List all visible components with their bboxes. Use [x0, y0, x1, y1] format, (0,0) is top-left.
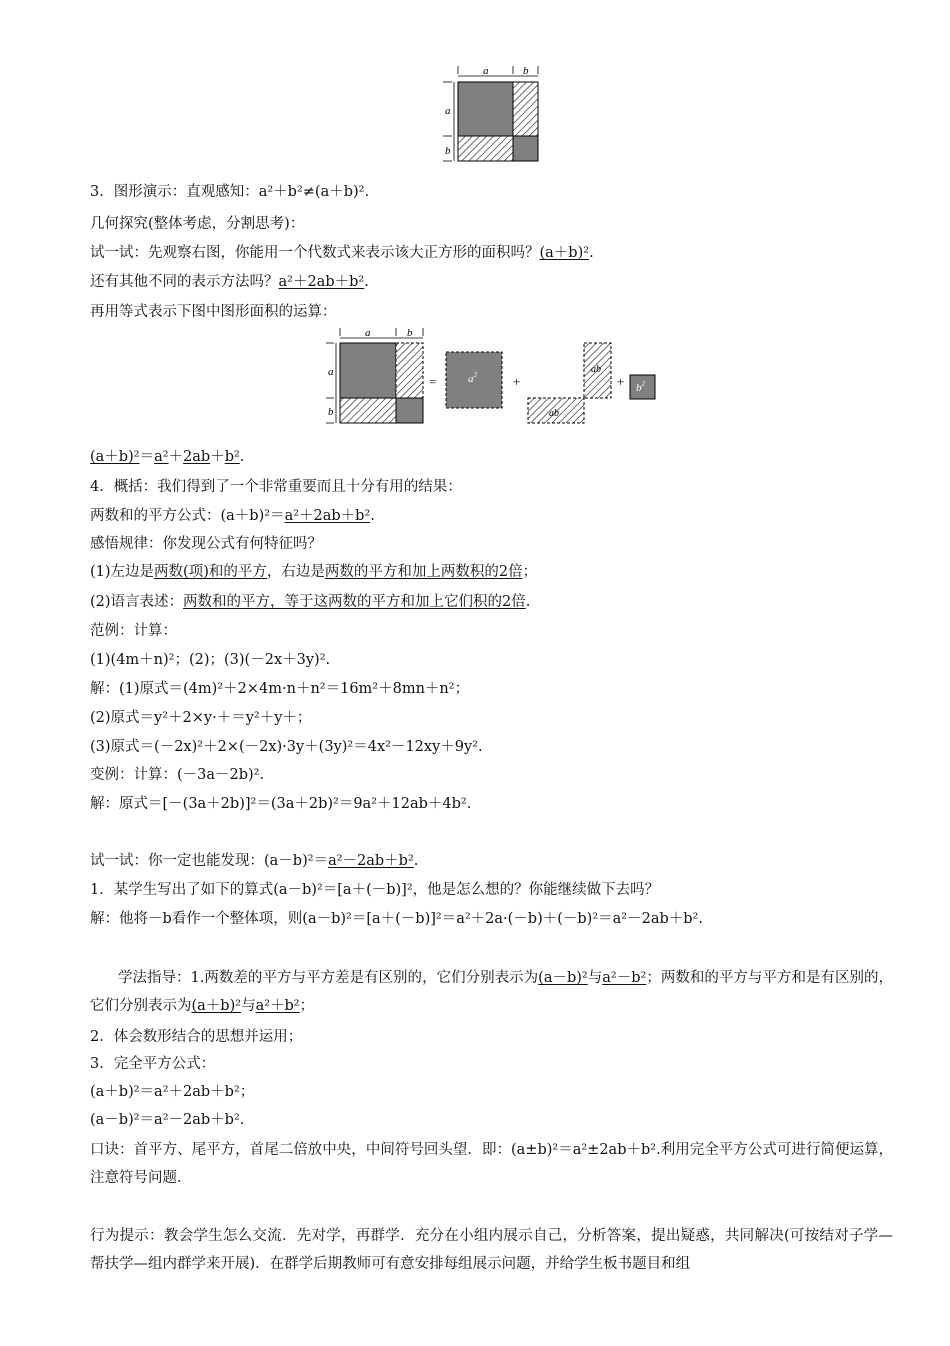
geometry-inquiry-line: 几何探究(整体考虑，分割思考)： — [90, 216, 305, 232]
text: . — [589, 245, 594, 261]
solution-2-line: (2)原式＝y²＋2×y·＋＝y²＋y＋； — [90, 710, 312, 726]
example-title-line: 范例：计算： — [90, 623, 177, 639]
fig2-equals: = — [429, 374, 437, 389]
text: ； — [299, 998, 315, 1014]
text: 试一试：你一定也能发现：(a－b)²＝ — [90, 853, 329, 869]
text: ，右边是 — [266, 564, 325, 580]
fig1-label-a-left: a — [445, 105, 451, 117]
figure-demo-line: 3．图形演示：直观感知：a²＋b²≠(a＋b)². — [90, 184, 370, 200]
answer: a²－2ab＋b² — [328, 853, 414, 869]
area-decomposition-diagram — [320, 322, 665, 428]
solution-1-line: 解：(1)原式＝(4m)²＋2×4m·n＋n²＝16m²＋8mn＋n²； — [90, 681, 470, 697]
study-guide-paragraph — [90, 964, 893, 1020]
mnemonic-paragraph: 口诀：首平方、尾平方，首尾二倍放中央，中间符号回头望．即：(a±b)²＝a²±2ab＋b².利用完全平方公式可进行简便运算，注意符号问题． — [90, 1142, 893, 1186]
text: ＝ — [139, 449, 155, 465]
answer: 2ab — [183, 449, 211, 465]
text: . — [364, 274, 369, 290]
behavior-tip-paragraph: 行为提示：教会学生怎么交流．先对学，再群学．充分在小组内展示自己，分析答案，提出疑惑，共同解决(可按结对子学—帮扶学—组内群学来开展)．在群学后期教师可有意安排每组展示问题，并给学生板书题目和组 — [90, 1228, 893, 1272]
example-problems-line: (1)(4m＋n)²；(2)；(3)(－2x＋3y)². — [90, 652, 331, 668]
answer: (a＋b)² — [539, 245, 590, 261]
text: . — [525, 594, 531, 610]
text: 与 — [587, 970, 603, 986]
fig2-label-b-top: b — [407, 327, 413, 339]
fig2-plus-1: + — [513, 374, 521, 389]
equation-intro-line: 再用等式表示下图中图形面积的运算： — [90, 304, 337, 320]
fig2-label-a-top: a — [365, 327, 371, 339]
answer: a²－b² — [602, 970, 647, 986]
area-equation-line — [90, 447, 244, 467]
answer: 两数(项)和的平方 — [154, 564, 267, 580]
fig1-label-b-left: b — [445, 145, 451, 157]
pattern-question-line: 感悟规律：你发现公式有何特征吗？ — [90, 536, 322, 552]
guide-3-line: 3．完全平方公式： — [90, 1056, 216, 1072]
feature-1-line — [90, 562, 537, 582]
square-diagram-1 — [440, 62, 550, 166]
text: (1)左边是 — [90, 564, 155, 580]
text: (2)语言表述： — [90, 594, 184, 610]
text: . — [370, 508, 375, 524]
fig2-a2-label: $a^2$ — [468, 371, 477, 385]
text: 还有其他不同的表示方法吗？ — [90, 274, 279, 290]
answer: 两数和的平方，等于这两数的平方和加上它们积的2倍 — [183, 594, 526, 610]
text: 与 — [241, 998, 256, 1014]
text: ；两数和的平方与平方和是有区别的，它们分别表示为 — [90, 970, 894, 1014]
answer: (a－b)² — [538, 970, 588, 986]
other-method-line — [90, 272, 369, 292]
answer: (a＋b)² — [191, 998, 242, 1014]
fig2-label-b-left: b — [328, 406, 334, 418]
guide-2-line: 2．体会数形结合的思想并运用； — [90, 1029, 303, 1045]
answer: a²＋b² — [255, 998, 300, 1014]
formula-diff-line: (a－b)²＝a²－2ab＋b². — [90, 1112, 245, 1128]
answer: b² — [224, 449, 240, 465]
text: 两数和的平方公式：(a＋b)²＝ — [90, 508, 285, 524]
text: . — [239, 449, 245, 465]
feature-2-line — [90, 592, 530, 612]
question-1-line: 1．某学生写出了如下的算式(a－b)²＝[a＋(－b)]²，他是怎么想的？你能继续做下去吗？ — [90, 882, 660, 898]
text: . — [413, 853, 419, 869]
fig2-plus-2: + — [617, 374, 625, 389]
text: ； — [522, 564, 538, 580]
text: 学法指导：1.两数差的平方与平方差是有区别的，它们分别表示为 — [118, 970, 539, 986]
fig1-label-b-top: b — [523, 65, 529, 77]
variation-title-line: 变例：计算：(－3a－2b)². — [90, 767, 265, 783]
answer: a²＋2ab＋b² — [278, 274, 365, 290]
text: ＋ — [210, 449, 225, 465]
sum-square-formula-line — [90, 506, 375, 526]
fig2-ab-vertical: ab — [591, 364, 601, 375]
fig1-label-a-top: a — [483, 65, 489, 77]
question-1-solution-line: 解：他将－b看作一个整体项，则(a－b)²＝[a＋(－b)]²＝a²＋2a·(－b)＋(－b)²＝a²－2ab＋b². — [90, 911, 703, 927]
try-area-line — [90, 243, 594, 263]
try-difference-line — [90, 851, 418, 871]
text: 试一试：先观察右图，你能用一个代数式来表示该大正方形的面积吗？ — [90, 245, 540, 261]
fig2-b2-label: $b^2$ — [636, 380, 645, 394]
fig2-ab-horizontal: ab — [549, 408, 559, 419]
text: ＋ — [168, 449, 184, 465]
solution-3-line: (3)原式＝(－2x)²＋2×(－2x)·3y＋(3y)²＝4x²－12xy＋9y². — [90, 739, 483, 755]
variation-solution-line: 解：原式＝[－(3a＋2b)]²＝(3a＋2b)²＝9a²＋12ab＋4b². — [90, 796, 472, 812]
answer: a²＋2ab＋b² — [284, 508, 371, 524]
fig2-label-a-left: a — [328, 366, 334, 378]
formula-sum-line: (a＋b)²＝a²＋2ab＋b²； — [90, 1084, 255, 1100]
answer: a² — [154, 449, 169, 465]
answer: (a＋b)² — [90, 449, 140, 465]
answer: 两数的平方和加上两数积的2倍 — [324, 564, 523, 580]
summary-line: 4．概括：我们得到了一个非常重要而且十分有用的结果： — [90, 479, 462, 495]
